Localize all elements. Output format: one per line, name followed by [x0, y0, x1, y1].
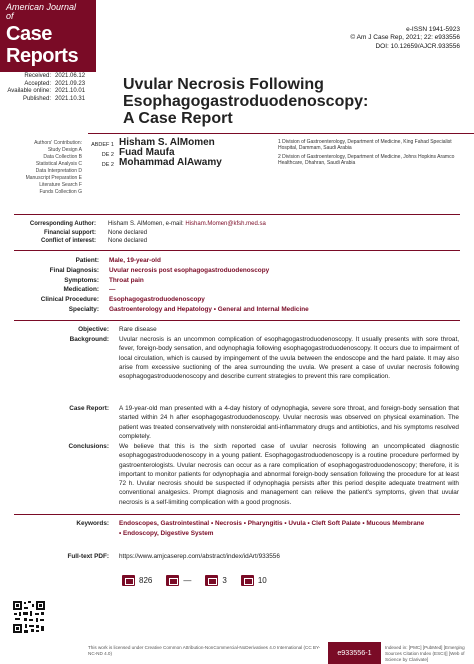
author-role-codes: ABDEF 1 DE 2 DE 2: [91, 142, 114, 168]
author-name: Fuad Maufa: [119, 147, 175, 158]
stat-words: 826: [122, 575, 152, 586]
author-name: Hisham S. AlMomen: [119, 137, 215, 148]
title-divider: [88, 133, 474, 134]
meta-divider: [14, 250, 460, 251]
date-row: Accepted: 2021.09.23: [24, 80, 86, 87]
article-title: Uvular Necrosis Following Esophagogastroduodenoscopy: A Case Report: [123, 76, 369, 127]
stat-tables: —: [166, 575, 191, 586]
correspondence-block: Corresponding Author: Hisham S. AlMomen, e-mail: Hisham.Momen@kfsh.med.sa Financial support: None declared Conflict of interest: None declared: [29, 221, 266, 245]
doi[interactable]: DOI: 10.12659/AJCR.933556: [375, 42, 460, 50]
logo-line-1: American Journal: [6, 2, 77, 12]
article-id-badge: e933556-1: [328, 642, 381, 664]
affiliations: [278, 139, 468, 169]
references-icon: [241, 575, 254, 586]
page-footer: [0, 642, 474, 664]
author-name: Mohammad AlAwamy: [119, 157, 222, 168]
email-link[interactable]: Hisham.Momen@kfsh.med.sa: [185, 221, 266, 227]
article-stats: [122, 572, 281, 588]
logo-line-2: of: [6, 11, 14, 21]
date-row: Published: 2021.10.31: [22, 95, 86, 102]
figures-icon: [205, 575, 218, 586]
article-dates: [0, 73, 104, 103]
affiliation: 1 Division of Gastroenterology, Department of Medicine, King Fahad Specialist Hospital, Dammam, Saudi Arabia: [278, 139, 452, 152]
affiliation: 2 Division of Gastroenterology, Department of Medicine, Johns Hopkins Aramco Healthcare, Dhahran, Saudi Arabia: [278, 153, 455, 167]
author-names: [119, 138, 269, 168]
stat-figures: 3: [205, 575, 226, 586]
logo-line-4: Reports: [6, 45, 79, 67]
date-row: Received: 2021.06.12: [24, 73, 86, 79]
qr-code-icon[interactable]: [12, 600, 46, 634]
logo-line-3: Case: [6, 23, 52, 45]
article-identifiers: [350, 26, 460, 51]
author-contribution-legend: Authors' Contribution: Study Design A Data Collection B Statistical Analysis C Data Interpretation D Manuscript Preparation E Literature Search F Funds Collection G: [25, 140, 82, 195]
indexing-text: Indexed in: [PMC] [PubMed] [Emerging Sources Citation Index (ESCI)] [Web of Science by Clarivate]: [385, 645, 465, 662]
words-icon: [122, 575, 135, 586]
license-text: This work is licensed under Creative Common Attribution-NonCommercial-NoDerivatives 4.0 International (CC BY-NC-ND 4.0): [88, 645, 321, 656]
authors-divider: [14, 214, 460, 215]
tables-icon: [166, 575, 179, 586]
abstract-divider: [14, 320, 460, 321]
stat-references: 10: [241, 575, 267, 586]
date-row: Available online: 2021.10.01: [7, 88, 86, 95]
fulltext-link[interactable]: https://www.amjcaserep.com/abstract/index/idArt/933556: [119, 553, 280, 560]
eissn: e-ISSN 1941-5923: [406, 26, 460, 33]
keywords-divider: [14, 514, 460, 515]
case-metadata: Patient: Male, 19-year-old Final Diagnosis: Uvular necrosis post esophagogastroduodenoscopy Symptoms: Throat pain Medication: — Clinical Procedure: Esophagogastroduodenoscopy Specialty: Gastroenterology and Hepatology • General and Internal Medicine: [40, 257, 309, 313]
citation: © Am J Case Rep, 2021; 22: e933556: [350, 34, 460, 42]
journal-logo: [0, 0, 96, 72]
